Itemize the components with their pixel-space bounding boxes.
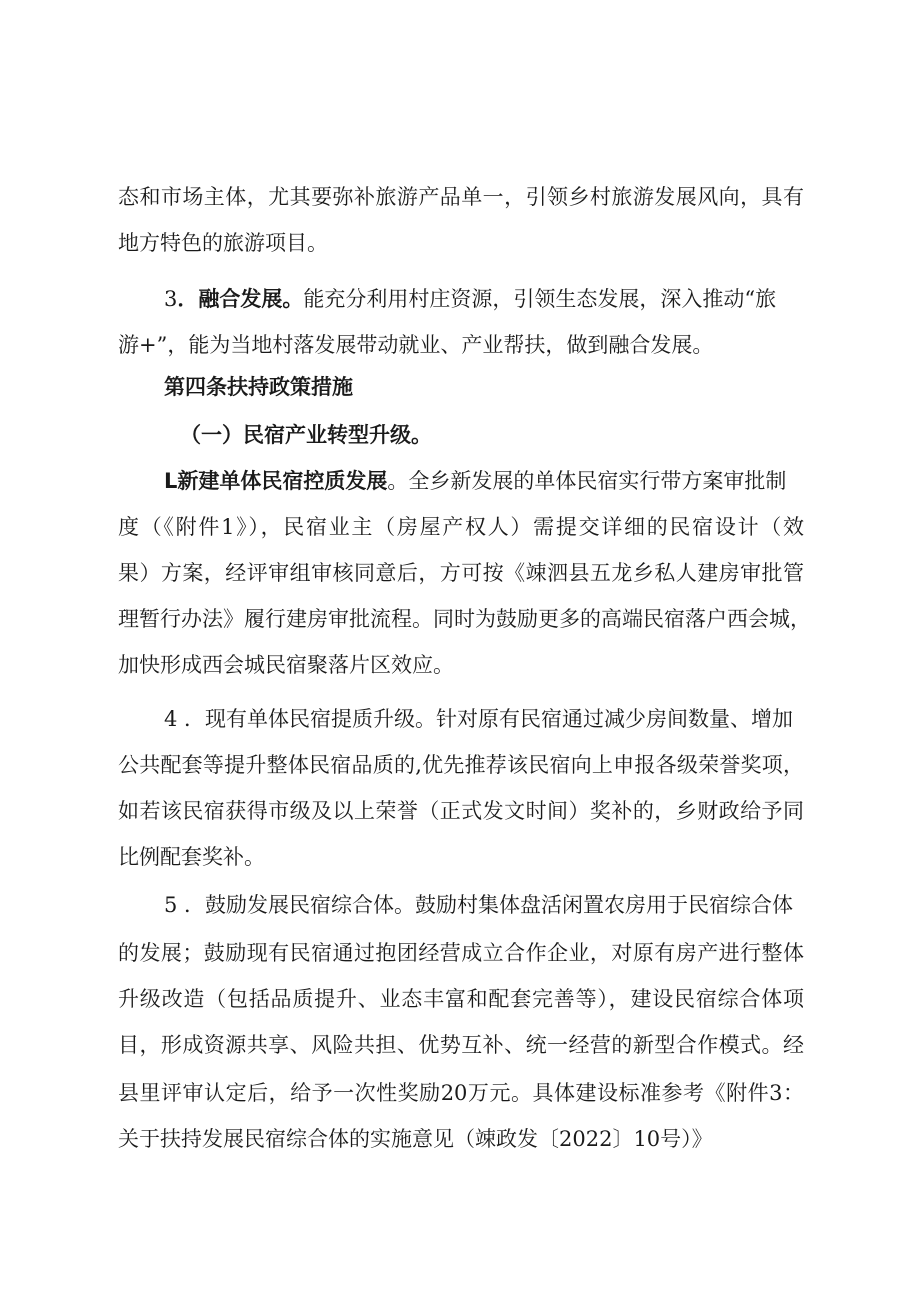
subsection-heading: （一）民宿产业转型升级。 — [180, 423, 432, 447]
paragraph-4-line-4: 比例配套奖补。 — [118, 845, 265, 869]
paragraph-1-line-1: 态和市场主体，尤其要弥补旅游产品单一，引领乡村旅游发展风向，具有 — [118, 185, 804, 209]
paragraph-2-text: 能充分利用村庄资源，引领生态发展，深入推动“旅 — [303, 287, 777, 311]
paragraph-5-line-1: 5 ．鼓励发展民宿综合体。鼓励村集体盘活闲置农房用于民宿综合体 — [164, 893, 794, 917]
paragraph-5-line-2: 的发展；鼓励现有民宿通过抱团经营成立合作企业，对原有房产进行整体 — [118, 941, 804, 965]
paragraph-4-line-1: 4 ．现有单体民宿提质升级。针对原有民宿通过减少房间数量、增加 — [164, 707, 794, 731]
paragraph-3-text: 。全乡新发展的单体民宿实行带方案审批制 — [387, 469, 787, 493]
paragraph-3-title: L新建单体民宿控质发展 — [164, 469, 388, 493]
paragraph-4-line-2: 公共配套等提升整体民宿品质的,优先推荐该民宿向上申报各级荣誉奖项， — [118, 753, 804, 777]
paragraph-4-line-3: 如若该民宿获得市级及以上荣誉（正式发文时间）奖补的，乡财政给予同 — [118, 799, 804, 823]
paragraph-3-line-1 — [164, 466, 786, 496]
section-heading: 第四条扶持政策措施 — [164, 375, 353, 399]
paragraph-2-number: 3 — [164, 287, 178, 311]
paragraph-3-line-4: 理暂行办法》履行建房审批流程。同时为鼓励更多的高端民宿落户西会城， — [118, 607, 811, 631]
paragraph-2-line-2: 游+”，能为当地村落发展带动就业、产业帮扶，做到融合发展。 — [118, 333, 714, 357]
paragraph-2-title: ．融合发展。 — [177, 287, 304, 311]
paragraph-5-line-6: 关于扶持发展民宿综合体的实施意见（竦政发〔2022〕10号）》 — [118, 1127, 713, 1151]
paragraph-3-line-3: 果）方案，经评审组审核同意后，方可按《竦泗县五龙乡私人建房审批管 — [118, 561, 804, 585]
paragraph-5-line-4: 目，形成资源共享、风险共担、优势互补、统一经营的新型合作模式。经 — [118, 1033, 804, 1057]
paragraph-1-line-2: 地方特色的旅游项目。 — [118, 231, 328, 255]
paragraph-5-line-3: 升级改造（包括品质提升、业态丰富和配套完善等），建设民宿综合体项 — [118, 987, 804, 1011]
paragraph-3-line-2: 度（《附件1》），民宿业主（房屋产权人）需提交详细的民宿设计（效 — [118, 515, 804, 539]
paragraph-2-line-1 — [164, 284, 776, 314]
paragraph-3-line-5: 加快形成西会城民宿聚落片区效应。 — [118, 653, 454, 677]
paragraph-5-line-5: 县里评审认定后，给予一次性奖励20万元。具体建设标准参考《附件3： — [118, 1081, 804, 1105]
